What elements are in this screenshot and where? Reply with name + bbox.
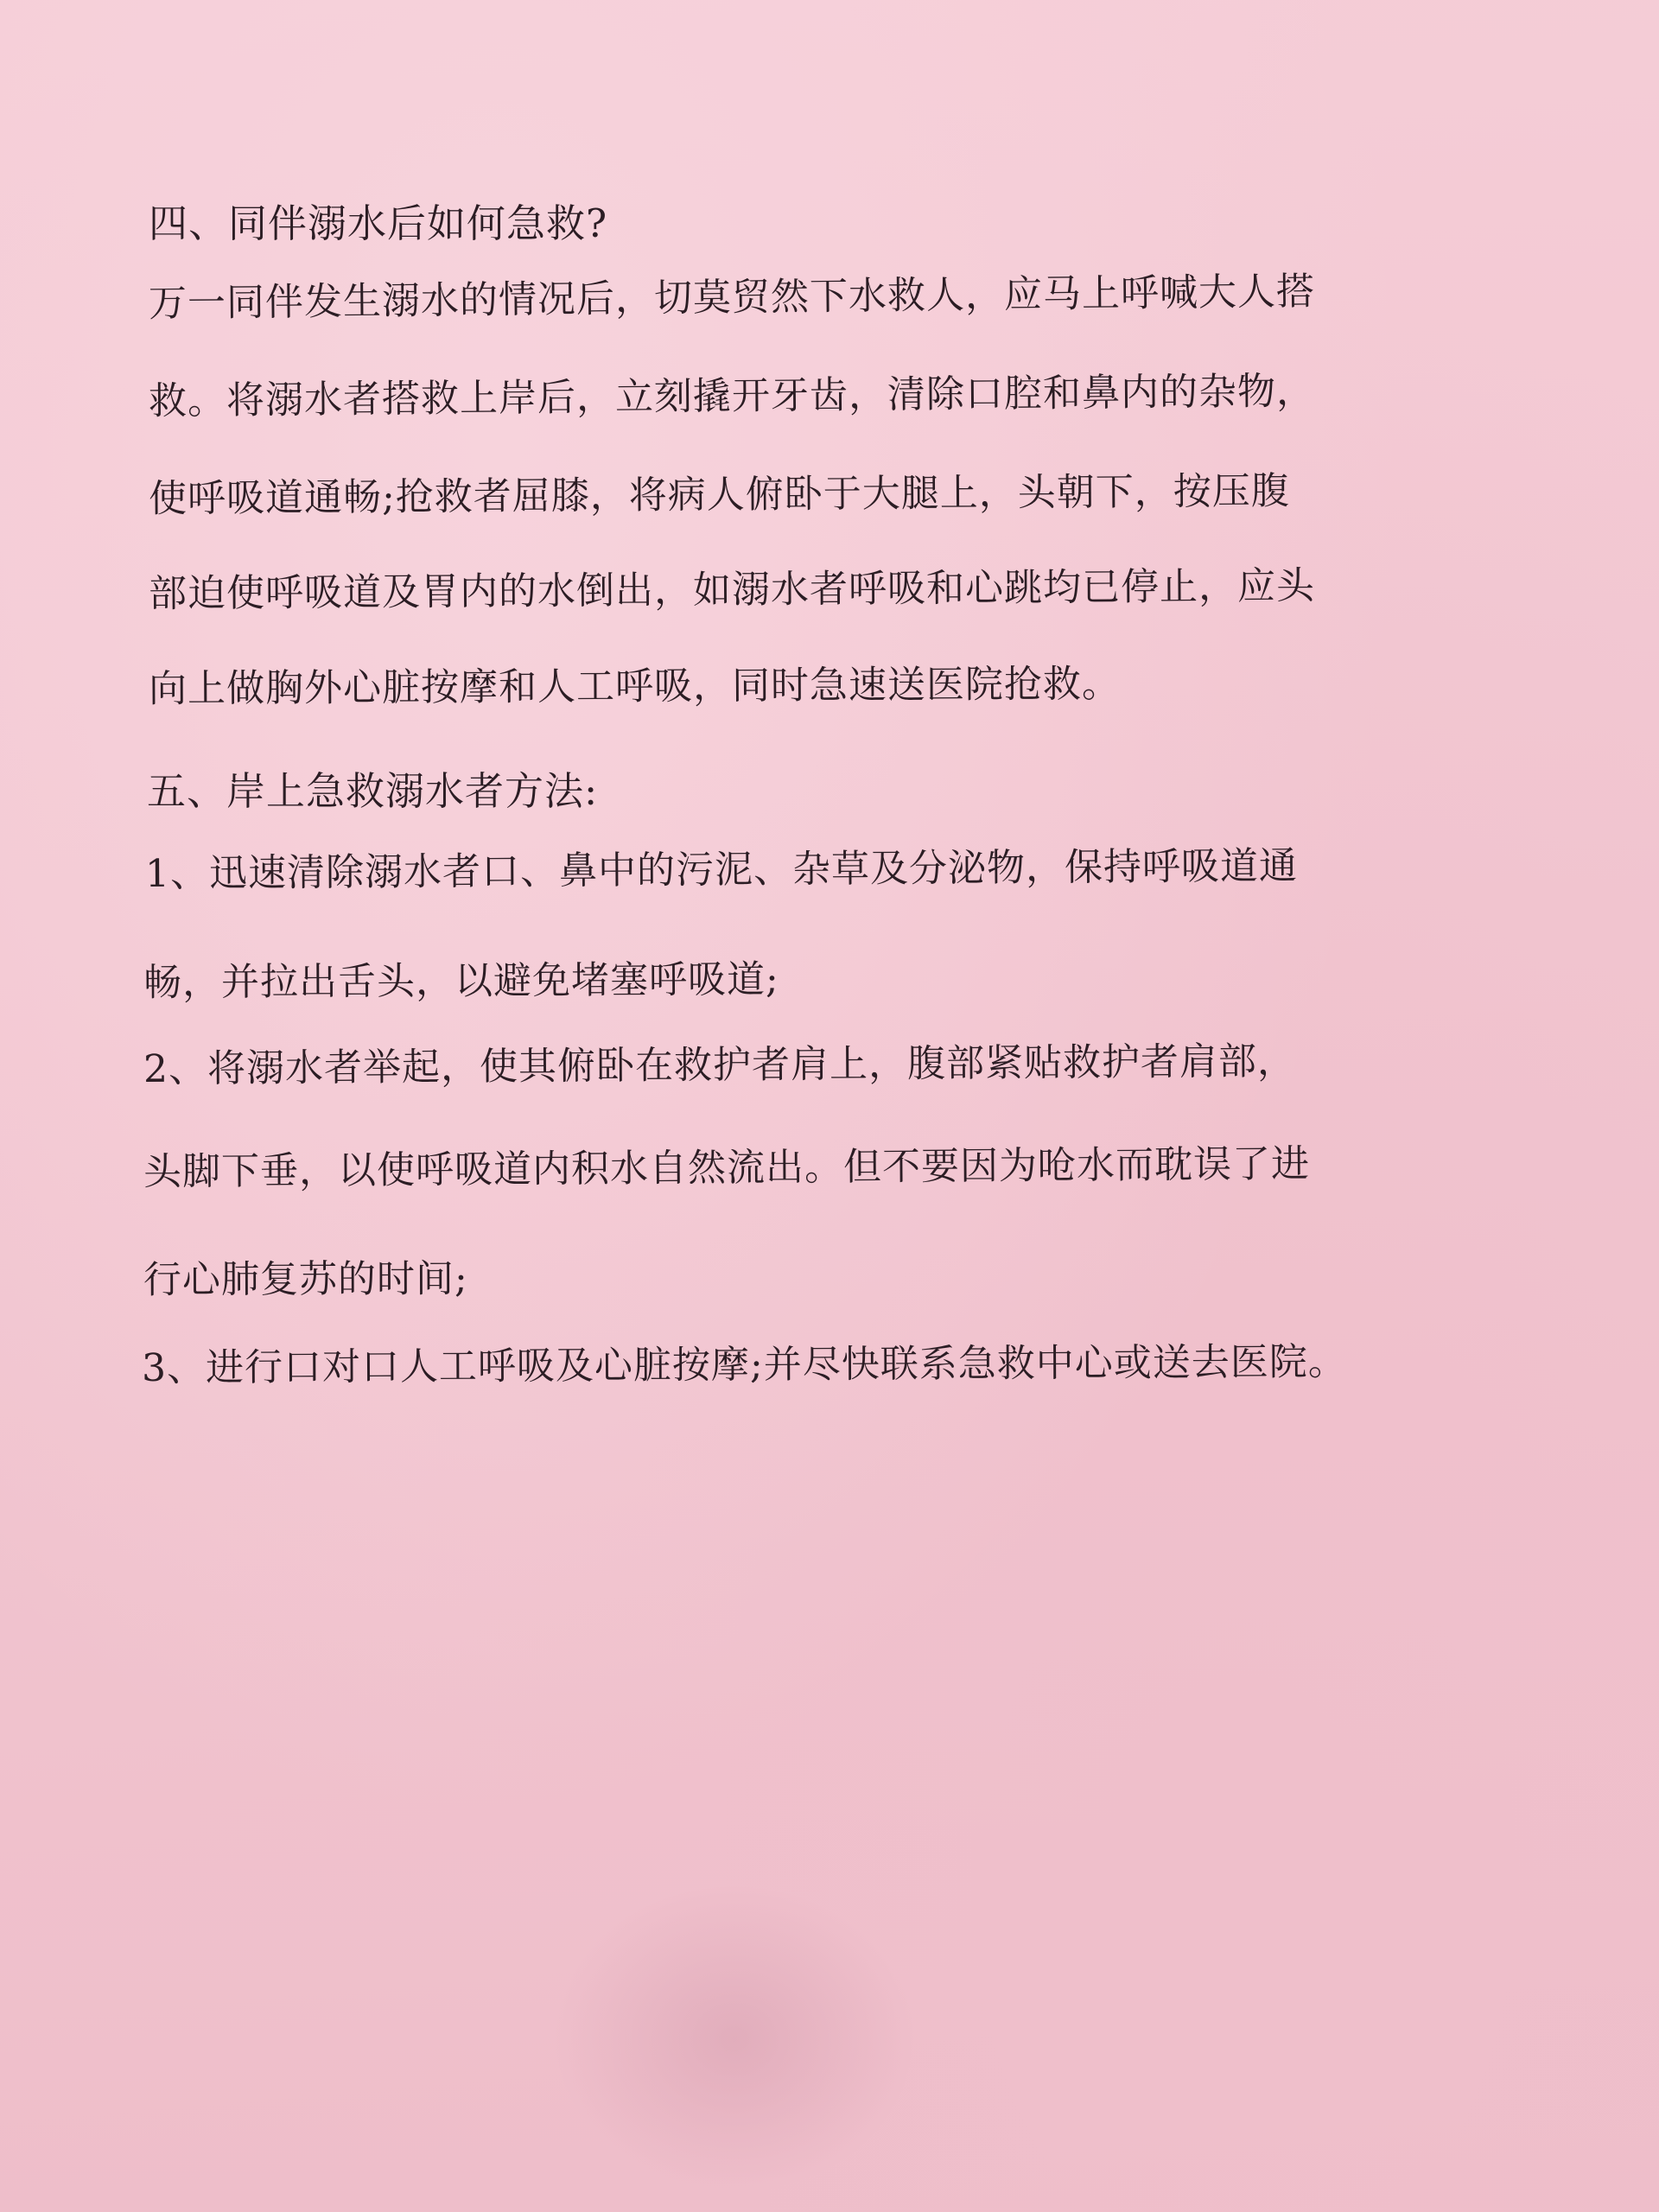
section-4-line-4: 部迫使呼吸道及胃内的水倒出，如溺水者呼吸和心跳均已停止，应头 — [148, 563, 1316, 616]
section-5-line-3: 2、将溺水者举起，使其俯卧在救护者肩上，腹部紧贴救护者肩部， — [143, 1039, 1297, 1091]
section-5-line-4: 头脚下垂，以使呼吸道内积水自然流出。但不要因为呛水而耽误了进 — [143, 1141, 1311, 1194]
section-4-line-5: 向上做胸外心脏按摩和人工呼吸，同时急速送医院抢救。 — [148, 662, 1122, 711]
section-4-heading: 四、同伴溺水后如何急救? — [149, 200, 608, 246]
paper-crease — [553, 1884, 916, 2195]
section-5-line-2: 畅，并拉出舌头，以避免堵塞呼吸道; — [143, 957, 779, 1005]
section-5-line-6: 3、进行口对口人工呼吸及心脏按摩;并尽快联系急救中心或送去医院。 — [141, 1339, 1347, 1390]
section-5-line-1: 1、迅速清除溺水者口、鼻中的污泥、杂草及分泌物，保持呼吸道通 — [144, 843, 1299, 896]
section-4-line-2: 救。将溺水者搭救上岸后，立刻撬开牙齿，清除口腔和鼻内的杂物， — [148, 369, 1316, 423]
section-5-heading: 五、岸上急救溺水者方法: — [147, 768, 599, 814]
section-4-line-3: 使呼吸道通畅;抢救者屈膝，将病人俯卧于大腿上，头朝下，按压腹 — [148, 468, 1290, 521]
section-4-line-1: 万一同伴发生溺水的情况后，切莫贸然下水救人，应马上呼喊大人搭 — [148, 269, 1316, 326]
section-5-line-5: 行心肺复苏的时间; — [143, 1256, 468, 1302]
